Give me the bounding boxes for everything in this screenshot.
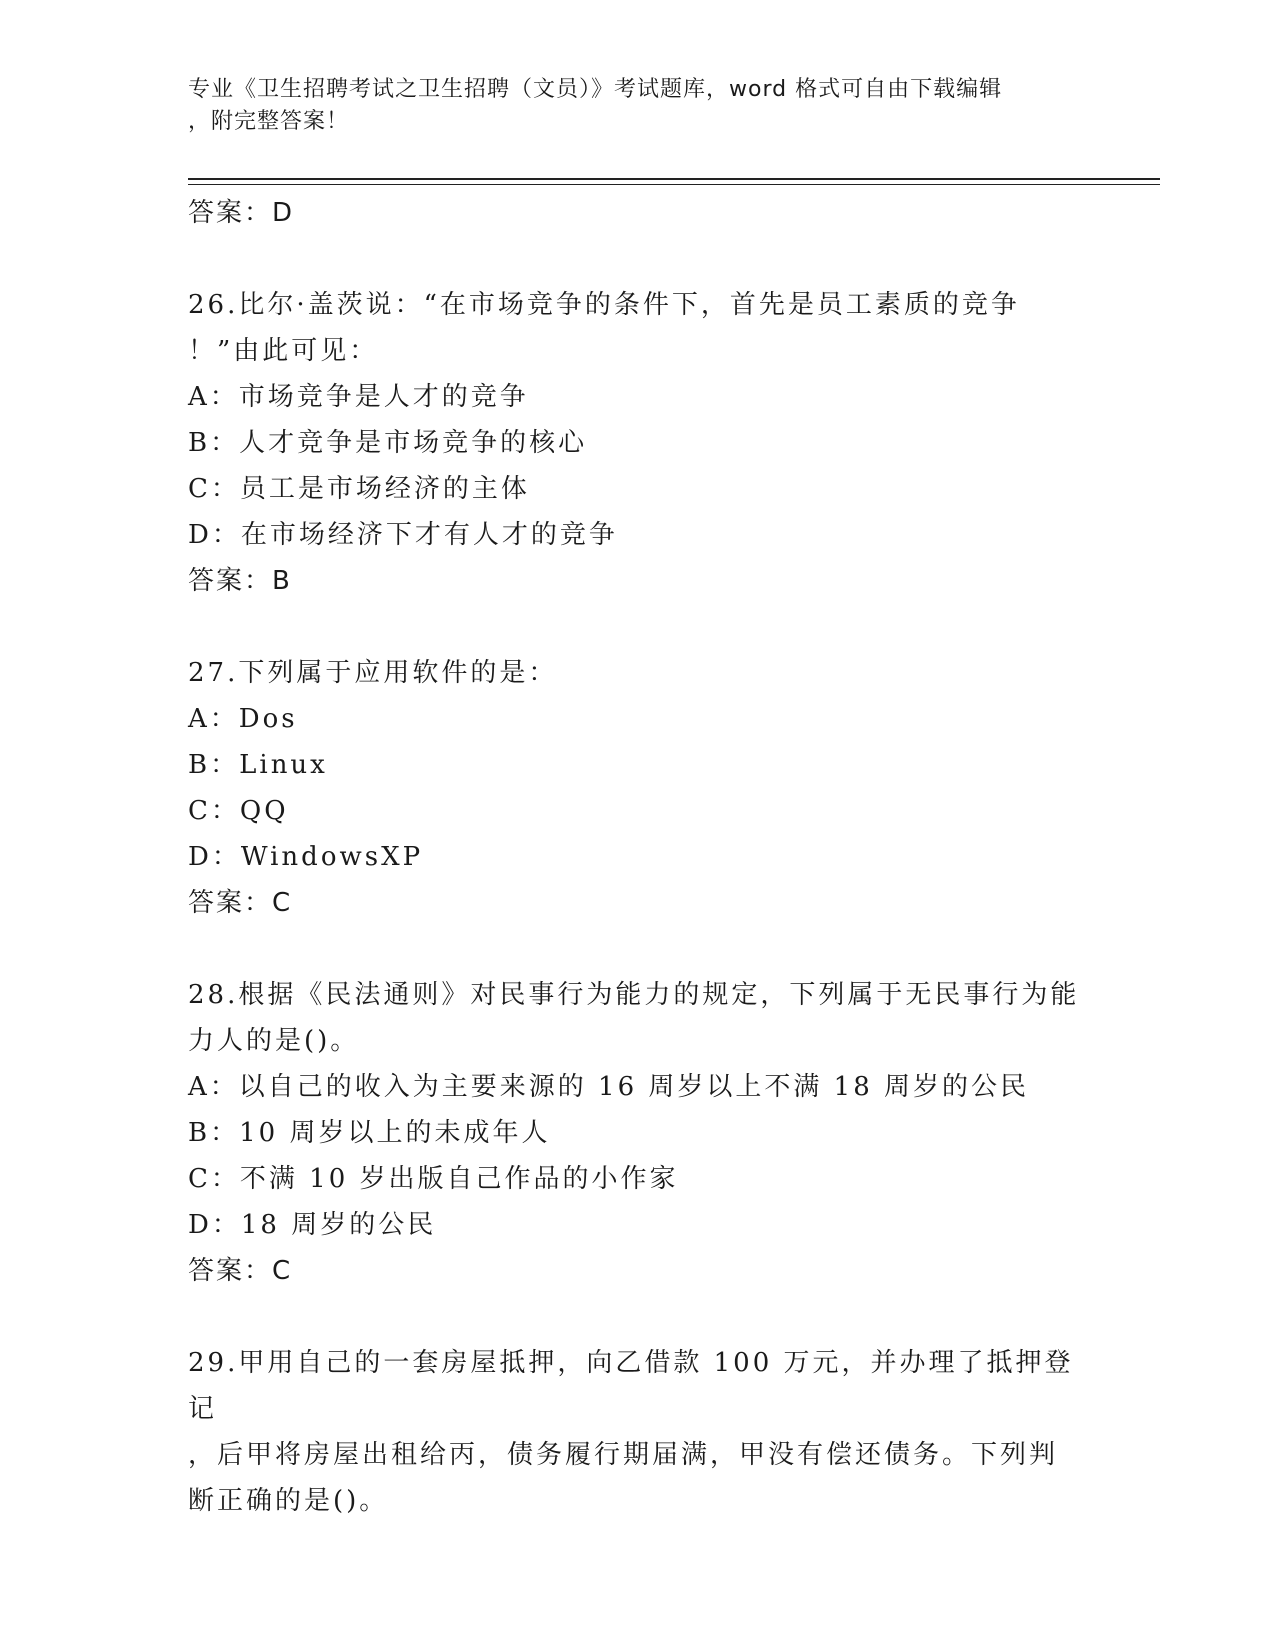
question-stem-line: 力人的是()。 — [188, 1026, 360, 1056]
option-b: B：Linux — [188, 750, 328, 780]
question-27 — [188, 650, 1088, 926]
option-d: D：18 周岁的公民 — [188, 1210, 437, 1240]
header-rule-thin — [188, 184, 1160, 185]
spacer — [188, 604, 1088, 650]
previous-answer: 答案：D — [188, 198, 295, 228]
spacer — [188, 1294, 1088, 1340]
question-stem-line: ，后甲将房屋出租给丙，债务履行期届满，甲没有偿还债务。下列判 — [188, 1440, 1059, 1470]
question-29 — [188, 1340, 1088, 1524]
question-stem-line: 断正确的是()。 — [188, 1486, 389, 1516]
answer: 答案：B — [188, 566, 292, 596]
option-d: D：WindowsXP — [188, 842, 424, 872]
spacer — [188, 926, 1088, 972]
option-a: A：以自己的收入为主要来源的 16 周岁以上不满 18 周岁的公民 — [188, 1072, 1030, 1102]
question-stem-line: 29.甲用自己的一套房屋抵押，向乙借款 100 万元，并办理了抵押登记 — [188, 1348, 1074, 1424]
header-line-2: ，附完整答案！ — [188, 109, 350, 134]
answer: 答案：C — [188, 888, 293, 918]
spacer — [188, 236, 1088, 282]
option-b: B：10 周岁以上的未成年人 — [188, 1118, 551, 1148]
option-b: B：人才竞争是市场竞争的核心 — [188, 428, 588, 458]
option-c: C：QQ — [188, 796, 289, 826]
option-c: C：员工是市场经济的主体 — [188, 474, 530, 504]
option-a: A：Dos — [188, 704, 298, 734]
question-28 — [188, 972, 1088, 1294]
option-a: A：市场竞争是人才的竞争 — [188, 382, 529, 412]
document-header — [188, 74, 1068, 138]
option-c: C：不满 10 岁出版自己作品的小作家 — [188, 1164, 679, 1194]
answer: 答案：C — [188, 1256, 293, 1286]
question-stem-line: 28.根据《民法通则》对民事行为能力的规定，下列属于无民事行为能 — [188, 980, 1080, 1010]
header-line-1: 专业《卫生招聘考试之卫生招聘（文员）》考试题库，word 格式可自由下载编辑 — [188, 77, 1003, 102]
header-rule-thick — [188, 178, 1160, 180]
option-d: D：在市场经济下才有人才的竞争 — [188, 520, 618, 550]
question-stem-line: 26.比尔·盖茨说：“在市场竞争的条件下，首先是员工素质的竞争 — [188, 290, 1020, 320]
question-stem-line: 27.下列属于应用软件的是： — [188, 658, 558, 688]
question-26 — [188, 282, 1088, 604]
question-stem-line: ！”由此可见： — [188, 336, 379, 366]
question-content — [188, 190, 1088, 1524]
